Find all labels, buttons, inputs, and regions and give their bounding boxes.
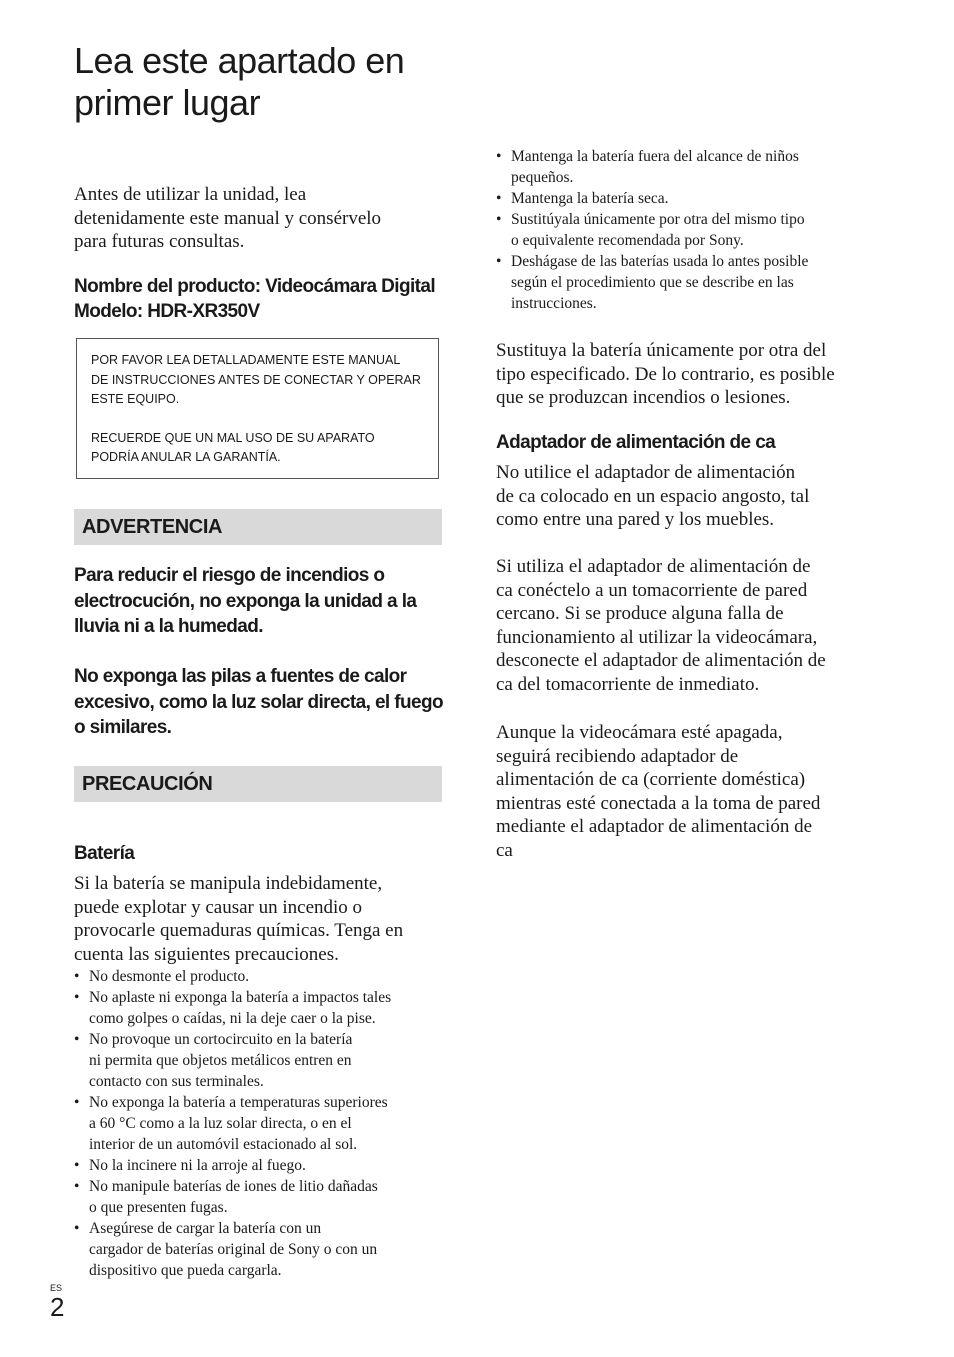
intro-text: Antes de utilizar la unidad, lea detenidamente este manual y consérvelo para futuras consultas. — [74, 184, 382, 252]
replace-battery-text: Sustituya la batería únicamente por otra del tipo especificado. De lo contrario, es posible que se produzcan incendios o lesiones. — [496, 340, 835, 408]
list-item: • No manipule baterías de iones de litio dañadas o que presenten fugas. — [74, 1176, 454, 1218]
list-item: • No provoque un cortocircuito en la batería ni permita que objetos metálicos entren en contacto con sus terminales. — [74, 1029, 454, 1092]
caution-heading: PRECAUCIÓN — [74, 766, 442, 802]
list-item: • Sustitúyala únicamente por otra del mismo tipo o equivalente recomendada por Sony. — [496, 209, 876, 251]
adapter-heading: Adaptador de alimentación de ca — [496, 432, 776, 453]
page-number — [50, 1283, 64, 1321]
warning-heading: ADVERTENCIA — [74, 509, 442, 545]
list-item: • Deshágase de las baterías usada lo antes posible según el procedimiento que se describe en las instrucciones. — [496, 251, 876, 314]
battery-precautions-list — [74, 966, 454, 1281]
warning-paragraph-2: No exponga las pilas a fuentes de calor excesivo, como la luz solar directa, el fuego o similares. — [74, 666, 443, 738]
language-code: ES — [50, 1283, 63, 1293]
list-item: • No la incinere ni la arroje al fuego. — [74, 1155, 454, 1176]
list-item: • No exponga la batería a temperaturas superiores a 60 °C como a la luz solar directa, o en el interior de un automóvil estacionado al sol. — [74, 1092, 454, 1155]
adapter-paragraph-1: No utilice el adaptador de alimentación de ca colocado en un espacio angosto, tal como entre una pared y los muebles. — [496, 462, 810, 530]
page-number-value: 2 — [50, 1292, 65, 1322]
adapter-paragraph-3: Aunque la videocámara esté apagada, seguirá recibiendo adaptador de alimentación de ca (corriente doméstica) mientras esté conectada a la toma de pared mediante el adaptador de alimentación de ca — [496, 722, 821, 861]
list-item: • No aplaste ni exponga la batería a impactos tales como golpes o caídas, ni la deje caer o la pise. — [74, 987, 454, 1029]
list-item: • Mantenga la batería fuera del alcance de niños pequeños. — [496, 146, 876, 188]
product-name: Nombre del producto: Videocámara Digital Modelo: HDR-XR350V — [74, 276, 436, 322]
page-title: Lea este apartado en primer lugar — [74, 40, 405, 123]
battery-text: Si la batería se manipula indebidamente, puede explotar y causar un incendio o provocarle quemaduras químicas. Tenga en cuenta las siguientes precauciones. — [74, 873, 404, 965]
battery-precautions-list-continued — [496, 146, 876, 314]
adapter-paragraph-2: Si utiliza el adaptador de alimentación de ca conéctelo a un tomacorriente de pared cercano. Si se produce alguna falla de funcionamiento al utilizar la videocámara, desconecte el adaptador de alimentación de ca del tomacorriente de inmediato. — [496, 556, 826, 695]
list-item: • Asegúrese de cargar la batería con un cargador de baterías original de Sony o con un dispositivo que pueda cargarla. — [74, 1218, 454, 1281]
notice-text-2: RECUERDE QUE UN MAL USO DE SU APARATO PODRÍA ANULAR LA GARANTÍA. — [91, 430, 375, 464]
notice-text-1: POR FAVOR LEA DETALLADAMENTE ESTE MANUAL DE INSTRUCCIONES ANTES DE CONECTAR Y OPERAR ESTE EQUIPO. — [91, 353, 421, 406]
notice-box — [76, 338, 439, 479]
battery-heading: Batería — [74, 843, 135, 864]
warning-paragraph-1: Para reducir el riesgo de incendios o electrocución, no exponga la unidad a la lluvia ni a la humedad. — [74, 565, 417, 637]
list-item: • Mantenga la batería seca. — [496, 188, 876, 209]
list-item: • No desmonte el producto. — [74, 966, 454, 987]
